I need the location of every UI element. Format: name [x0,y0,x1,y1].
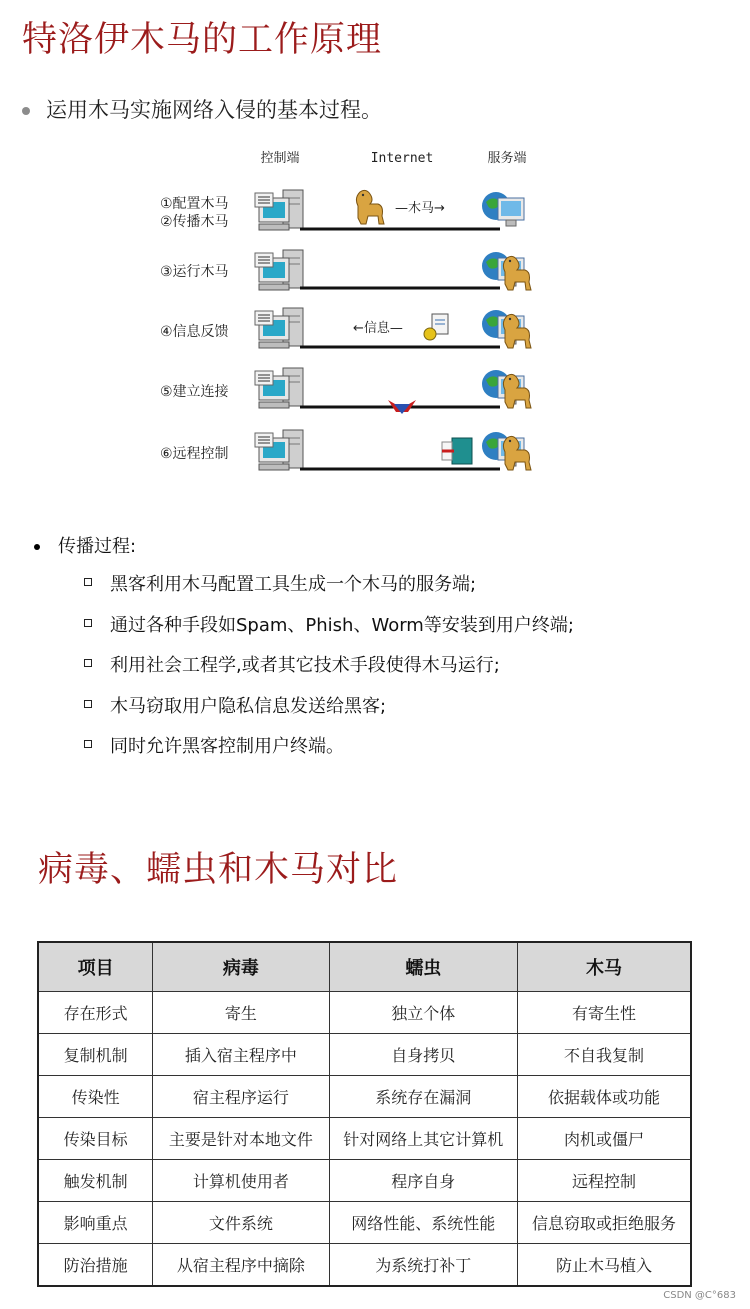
table-cell: 文件系统 [153,1202,329,1244]
row-label-feedback: ④信息反馈 [160,324,229,340]
list-item: 黑客利用木马配置工具生成一个木马的服务端; [84,570,574,611]
intro-bullet [22,94,382,124]
list-item: 同时允许黑客控制用户终端。 [84,732,574,773]
door-exit-icon [442,438,472,464]
table-cell: 宿主程序运行 [153,1076,329,1118]
watermark: CSDN @C°683 [663,1290,736,1301]
square-bullet-icon [84,578,92,586]
square-bullet-icon [84,659,92,667]
table-row [38,992,691,1034]
section-title-trojan-principle: 特洛伊木马的工作原理 [22,20,383,60]
intro-text: 运用木马实施网络入侵的基本过程。 [46,98,382,122]
table-cell: 不自我复制 [518,1034,691,1076]
table-cell: 复制机制 [38,1034,153,1076]
table-cell: 存在形式 [38,992,153,1034]
table-cell: 独立个体 [329,992,517,1034]
trojan-horse-icon [503,374,531,408]
table-cell: 插入宿主程序中 [153,1034,329,1076]
table-cell: 传染性 [38,1076,153,1118]
square-bullet-icon [84,700,92,708]
list-item: 通过各种手段如Spam、Phish、Worm等安装到用户终端; [84,611,574,652]
table-cell: 肉机或僵尸 [518,1118,691,1160]
table-row [38,1118,691,1160]
table-row [38,1034,691,1076]
table-cell: 主要是针对本地文件 [153,1118,329,1160]
spread-steps-list [84,570,574,773]
row-label-spread: ②传播木马 [160,214,229,230]
arrow-trojan-label: —木马→ [395,201,445,216]
table-cell: 针对网络上其它计算机 [329,1118,517,1160]
col-server-label: 服务端 [487,151,527,166]
table-cell: 寄生 [153,992,329,1034]
control-pc-icon [255,430,303,470]
table-row [38,1202,691,1244]
row-label-connect: ⑤建立连接 [160,384,229,400]
trojan-horse-icon [503,436,531,470]
table-cell: 系统存在漏洞 [329,1076,517,1118]
table-row [38,1160,691,1202]
table-cell: 防止木马植入 [518,1244,691,1287]
table-row [38,1076,691,1118]
table-cell: 程序自身 [329,1160,517,1202]
header-cell: 木马 [518,942,691,992]
row-label-run: ③运行木马 [160,264,229,280]
table-cell: 网络性能、系统性能 [329,1202,517,1244]
table-cell: 远程控制 [518,1160,691,1202]
table-cell: 从宿主程序中摘除 [153,1244,329,1287]
info-document-icon [424,314,448,340]
table-cell: 防治措施 [38,1244,153,1287]
list-item: 木马窃取用户隐私信息发送给黑客; [84,692,574,733]
trojan-horse-icon [356,190,384,224]
comparison-table [37,941,692,1287]
row-label-config: ①配置木马 [160,196,229,212]
control-pc-icon [255,308,303,348]
arrow-info-label: ←信息— [353,321,403,336]
table-cell: 为系统打补丁 [329,1244,517,1287]
table-cell: 自身拷贝 [329,1034,517,1076]
table-cell: 有寄生性 [518,992,691,1034]
server-globe-icon [482,192,524,226]
table-cell: 计算机使用者 [153,1160,329,1202]
square-bullet-icon [84,619,92,627]
header-cell: 病毒 [153,942,329,992]
control-pc-icon [255,250,303,290]
table-cell: 信息窃取或拒绝服务 [518,1202,691,1244]
trojan-horse-icon [503,314,531,348]
bullet-dot-icon [22,107,30,115]
square-bullet-icon [84,740,92,748]
table-cell: 影响重点 [38,1202,153,1244]
bullet-dot-icon [34,544,40,550]
trojan-horse-icon [503,256,531,290]
table-cell: 传染目标 [38,1118,153,1160]
col-internet-label: Internet [370,151,434,166]
col-control-label: 控制端 [260,151,300,166]
header-cell: 项目 [38,942,153,992]
row-label-remote: ⑥远程控制 [160,446,229,462]
table-cell: 触发机制 [38,1160,153,1202]
table-cell: 依据载体或功能 [518,1076,691,1118]
table-header-row [38,942,691,992]
control-pc-icon [255,368,303,408]
spread-process-title: 传播过程: [58,536,137,557]
section-title-comparison: 病毒、蠕虫和木马对比 [38,850,399,890]
header-cell: 蠕虫 [329,942,517,992]
spread-process-bullet [34,532,136,558]
list-item: 利用社会工程学,或者其它技术手段使得木马运行; [84,651,574,692]
table-row [38,1244,691,1287]
control-pc-icon [255,190,303,230]
trojan-process-diagram [150,142,550,487]
